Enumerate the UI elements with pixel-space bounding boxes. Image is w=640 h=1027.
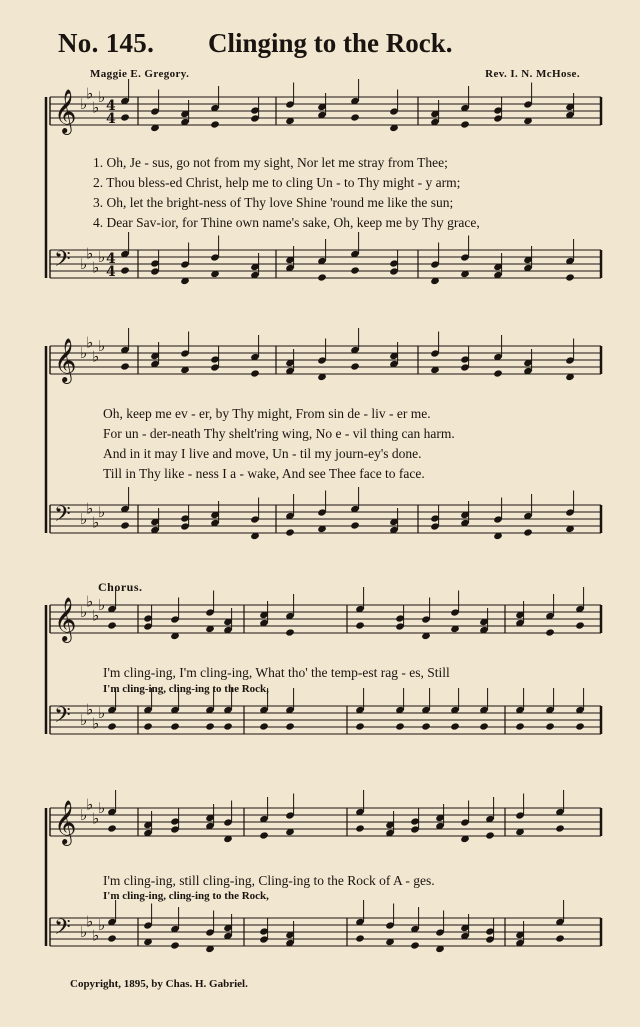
note-head bbox=[259, 722, 269, 730]
note-head bbox=[210, 120, 220, 128]
flat-icon: ♭ bbox=[92, 258, 100, 277]
copyright-notice: Copyright, 1895, by Chas. H. Gabriel. bbox=[70, 978, 248, 990]
note-head bbox=[259, 831, 269, 839]
note-head bbox=[523, 528, 533, 536]
flat-icon: ♭ bbox=[98, 799, 106, 817]
note-head bbox=[355, 621, 365, 629]
note-head bbox=[395, 722, 405, 730]
flat-icon: ♭ bbox=[86, 499, 94, 518]
flat-icon: ♭ bbox=[80, 923, 88, 941]
chorus-line-1: I'm cling-ing, I'm cling-ing, What tho' the temp-est rag - es, Still bbox=[103, 665, 450, 680]
bass-clef-icon: 𝄢 bbox=[54, 247, 71, 277]
note-head bbox=[285, 528, 295, 536]
flat-icon: ♭ bbox=[92, 98, 100, 117]
note-head bbox=[575, 621, 585, 629]
note-head bbox=[460, 120, 470, 128]
flat-icon: ♭ bbox=[80, 510, 88, 528]
note-head bbox=[350, 266, 360, 274]
note-head bbox=[205, 722, 215, 730]
chorus-line-2-bass: I'm cling-ing, cling-ing to the Rock, bbox=[103, 890, 269, 902]
note-head bbox=[120, 362, 130, 370]
verse-2-line-2: For un - der-neath Thy shelt'ring wing, No e - vil thing can harm. bbox=[103, 426, 455, 441]
flat-icon: ♭ bbox=[98, 88, 106, 106]
flat-icon: ♭ bbox=[98, 503, 106, 521]
note-head bbox=[285, 722, 295, 730]
verse-2-line-1: 2. Thou bless-ed Christ, help me to cling Un - to Thy might - y arm; bbox=[93, 175, 461, 190]
treble-clef-icon: 𝄞 bbox=[54, 800, 77, 844]
note-head bbox=[107, 824, 117, 832]
chorus-label: Chorus. bbox=[98, 580, 143, 594]
hymn-title: Clinging to the Rock. bbox=[208, 28, 453, 58]
verse-3-line-1: 3. Oh, let the bright-ness of Thy love Shine 'round me like the sun; bbox=[93, 195, 454, 210]
time-signature: 4 bbox=[106, 98, 116, 114]
note-head bbox=[120, 113, 130, 121]
bass-clef-icon: 𝄢 bbox=[54, 915, 71, 945]
note-head bbox=[485, 831, 495, 839]
note-head bbox=[555, 934, 565, 942]
note-head bbox=[170, 941, 180, 949]
flat-icon: ♭ bbox=[98, 248, 106, 266]
composer-credit: Rev. I. N. McHose. bbox=[485, 68, 580, 80]
flat-icon: ♭ bbox=[92, 926, 100, 945]
note-head bbox=[107, 722, 117, 730]
treble-clef-icon: 𝄞 bbox=[54, 89, 77, 133]
note-head bbox=[515, 722, 525, 730]
flat-icon: ♭ bbox=[80, 806, 88, 824]
hymn-number: No. 145. bbox=[58, 28, 155, 58]
note-head bbox=[143, 722, 153, 730]
chorus-line-2: I'm cling-ing, still cling-ing, Cling-ing to the Rock of A - ges. bbox=[103, 873, 435, 888]
flat-icon: ♭ bbox=[92, 606, 100, 625]
flat-icon: ♭ bbox=[92, 347, 100, 366]
note-head bbox=[565, 273, 575, 281]
note-head bbox=[450, 722, 460, 730]
note-head bbox=[107, 621, 117, 629]
note-head bbox=[250, 369, 260, 377]
flat-icon: ♭ bbox=[86, 592, 94, 611]
flat-icon: ♭ bbox=[98, 596, 106, 614]
verse-4-line-2: Till in Thy like - ness I a - wake, And see Thee face to face. bbox=[103, 466, 425, 481]
note-head bbox=[545, 628, 555, 636]
note-head bbox=[493, 369, 503, 377]
note-head bbox=[355, 934, 365, 942]
flat-icon: ♭ bbox=[92, 513, 100, 532]
flat-icon: ♭ bbox=[86, 244, 94, 263]
flat-icon: ♭ bbox=[80, 711, 88, 729]
note-head bbox=[170, 722, 180, 730]
flat-icon: ♭ bbox=[80, 95, 88, 113]
note-head bbox=[545, 722, 555, 730]
verse-3-line-2: And in it may I live and move, Un - til my journ-ey's done. bbox=[103, 446, 422, 461]
chorus-line-1-bass: I'm cling-ing, cling-ing to the Rock, bbox=[103, 683, 269, 695]
flat-icon: ♭ bbox=[86, 700, 94, 719]
time-signature: 4 bbox=[106, 251, 116, 267]
note-head bbox=[350, 362, 360, 370]
note-head bbox=[285, 628, 295, 636]
verse-1-line-1: 1. Oh, Je - sus, go not from my sight, Nor let me stray from Thee; bbox=[93, 155, 448, 170]
note-head bbox=[410, 941, 420, 949]
flat-icon: ♭ bbox=[86, 795, 94, 814]
flat-icon: ♭ bbox=[86, 84, 94, 103]
flat-icon: ♭ bbox=[98, 337, 106, 355]
flat-icon: ♭ bbox=[80, 255, 88, 273]
time-signature: 4 bbox=[106, 264, 116, 280]
flat-icon: ♭ bbox=[92, 809, 100, 828]
flat-icon: ♭ bbox=[92, 714, 100, 733]
verse-1-line-2: Oh, keep me ev - er, by Thy might, From sin de - liv - er me. bbox=[103, 406, 431, 421]
verse-4-line-1: 4. Dear Sav-ior, for Thine own name's sake, Oh, keep me by Thy grace, bbox=[93, 215, 480, 230]
bass-clef-icon: 𝄢 bbox=[54, 502, 71, 532]
note-head bbox=[223, 722, 233, 730]
flat-icon: ♭ bbox=[80, 344, 88, 362]
note-head bbox=[120, 521, 130, 529]
treble-clef-icon: 𝄞 bbox=[54, 597, 77, 641]
note-head bbox=[479, 722, 489, 730]
note-head bbox=[317, 273, 327, 281]
lyricist-credit: Maggie E. Gregory. bbox=[90, 68, 190, 80]
note-head bbox=[350, 113, 360, 121]
flat-icon: ♭ bbox=[86, 912, 94, 931]
note-head bbox=[120, 266, 130, 274]
flat-icon: ♭ bbox=[98, 916, 106, 934]
flat-icon: ♭ bbox=[98, 704, 106, 722]
note-head bbox=[575, 722, 585, 730]
note-head bbox=[555, 824, 565, 832]
flat-icon: ♭ bbox=[80, 603, 88, 621]
note-head bbox=[355, 824, 365, 832]
note-head bbox=[421, 722, 431, 730]
note-head bbox=[107, 934, 117, 942]
treble-clef-icon: 𝄞 bbox=[54, 338, 77, 382]
time-signature: 4 bbox=[106, 111, 116, 127]
note-head bbox=[355, 722, 365, 730]
note-head bbox=[350, 521, 360, 529]
flat-icon: ♭ bbox=[86, 333, 94, 352]
bass-clef-icon: 𝄢 bbox=[54, 703, 71, 733]
